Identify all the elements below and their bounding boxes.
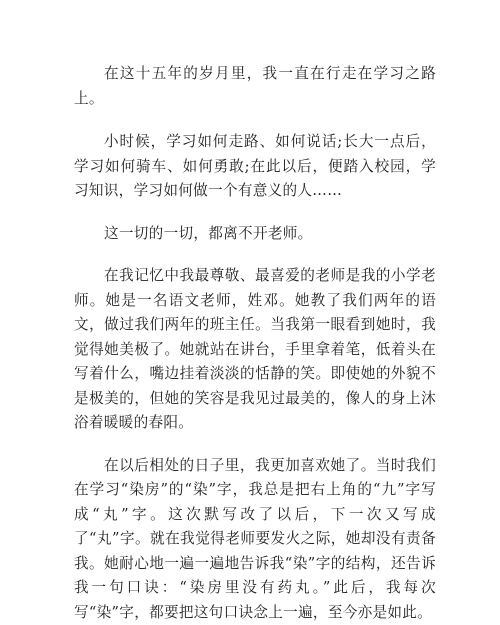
paragraph-5: 在以后相处的日子里，我更加喜欢她了。当时我们在学习“染房”的“染”字，我总是把右上角的“九”字写成“丸”字。这次默写改了以后，下一次又写成了“丸”字。就在我觉得老师要发火之际，她却没有责备我。她耐心地一遍一遍地告诉我“染”字的结构，还告诉我一句口诀：“染房里没有药丸。”此后，我每次写“染”字，都要把这句口诀念上一遍，至今亦是如此。 — [74, 454, 436, 625]
paragraph-3: 这一切的一切，都离不开老师。 — [74, 222, 436, 247]
paragraph-1: 在这十五年的岁月里，我一直在行走在学习之路上。 — [74, 62, 436, 111]
paragraph-2: 小时候，学习如何走路、如何说话;长大一点后，学习如何骑车、如何勇敢;在此以后，便踏入校园，学习知识，学习如何做一个有意义的人…… — [74, 130, 436, 204]
paragraph-4: 在我记忆中我最尊敬、最喜爱的老师是我的小学老师。她是一名语文老师，姓邓。她教了我们两年的语文，做过我们两年的班主任。当我第一眼看到她时，我觉得她美极了。她就站在讲台，手里拿着笔，低着头在写着什么，嘴边挂着淡淡的恬静的笑。即使她的外貌不是极美的，但她的笑容是我见过最美的，像人的身上沐浴着暖暖的春阳。 — [74, 264, 436, 436]
